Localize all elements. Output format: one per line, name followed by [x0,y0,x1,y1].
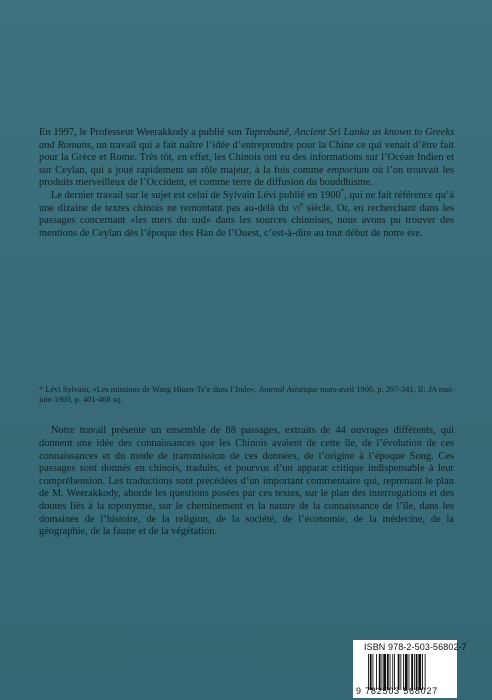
footnote-journal: Journal Asiatique [258,385,318,394]
paragraph-2 [39,187,454,240]
footnote-marker: * [340,187,345,196]
footnote [39,385,454,406]
p1-text-a: En 1997, le Professeur Weerakkody a publié son [39,127,245,138]
footnote-text-c: mai-juin 1900, p. 401-468 [39,385,455,405]
footnote-text-d: . [120,395,123,405]
paragraph-3: Notre travail présente un ensemble de 88 passages, extraits de 44 ouvrages différents, qui donnent une idée des connaissances que les Chinois avaient de cette île, de l’évolution de ces connaissances et du mode de transmission de ces données, de l’origine à l’époque Song. Ces passages sont donnés en chinois, traduits, et pourvus d’un apparat critique indispensable à leur compréhension. Les traductions sont précédées d’un important commentaire qui, reprenant le plan de M. Weerakkody, aborde les questions posées par ces textes, sur le plan des interrogations et des doutes liés à la toponymie, sur le cheminement et la nature de la connaissance de l’île, dans les domaines de l’histoire, de la religion, de la société, de l’économie, de la médecine, de la géographie, de la faune et de la végétation. [39,425,454,538]
century-sup: e [299,200,304,209]
footnote-text-b: mars-avril 1900, p. 297-341, II: [317,385,428,394]
p2-text-a: Le dernier travail sur le sujet est celui de Sylvain Lévi publié en 1900 [51,189,341,201]
p2-text-b: , qui ne fait référence qu’à une dizaine de textes chinois ne remontant pas au-delà du [39,189,454,214]
p2-text-c: siècle. Or, en recherchant dans les passages concernant «les mers du sud» dans les sources chinoises, nous avons pu trouver des mentions de Ceylan dès l’époque des Han de l’Ouest, c’est-à-dire au tout début de notre ère. [39,202,454,239]
footnote-text-a: * Lévi Sylvain, «Les missions de Wang Hiuen-Ts’e dans l’Inde», [39,385,259,394]
p1-italic-emporium: emporium [327,164,370,176]
barcode-icon [368,654,450,690]
paragraph-1 [39,127,454,190]
footnote-sq: sq [112,395,121,405]
blurb-text-2 [39,415,454,549]
blurb-text [39,127,454,240]
footnote-ja: JA [427,385,437,394]
p1-text-c: où l’on trouvait les produits merveilleux de l’Occident, et comme terre de diffusion du bouddhisme. [39,164,454,189]
p1-text-b: , un travail qui a fait naître l’idée d’entreprendre pour la Chine ce qui venait d’être fait pour la Grèce et Rome. Très tôt, en effet, les Chinois ont eu des informations sur l’Océan Indien et sur Ceylan, qui a joué rapidement un rôle majeur, à la fois comme [39,139,455,176]
isbn-label: ISBN 978-2-503-56802-7 [364,642,467,652]
book-title: Taprobanê, Ancient Sri Lanka as known to Greeks and Romans [39,127,455,151]
century-numeral: vi [292,202,300,214]
barcode-digits: 9 782503 568027 [356,686,439,696]
